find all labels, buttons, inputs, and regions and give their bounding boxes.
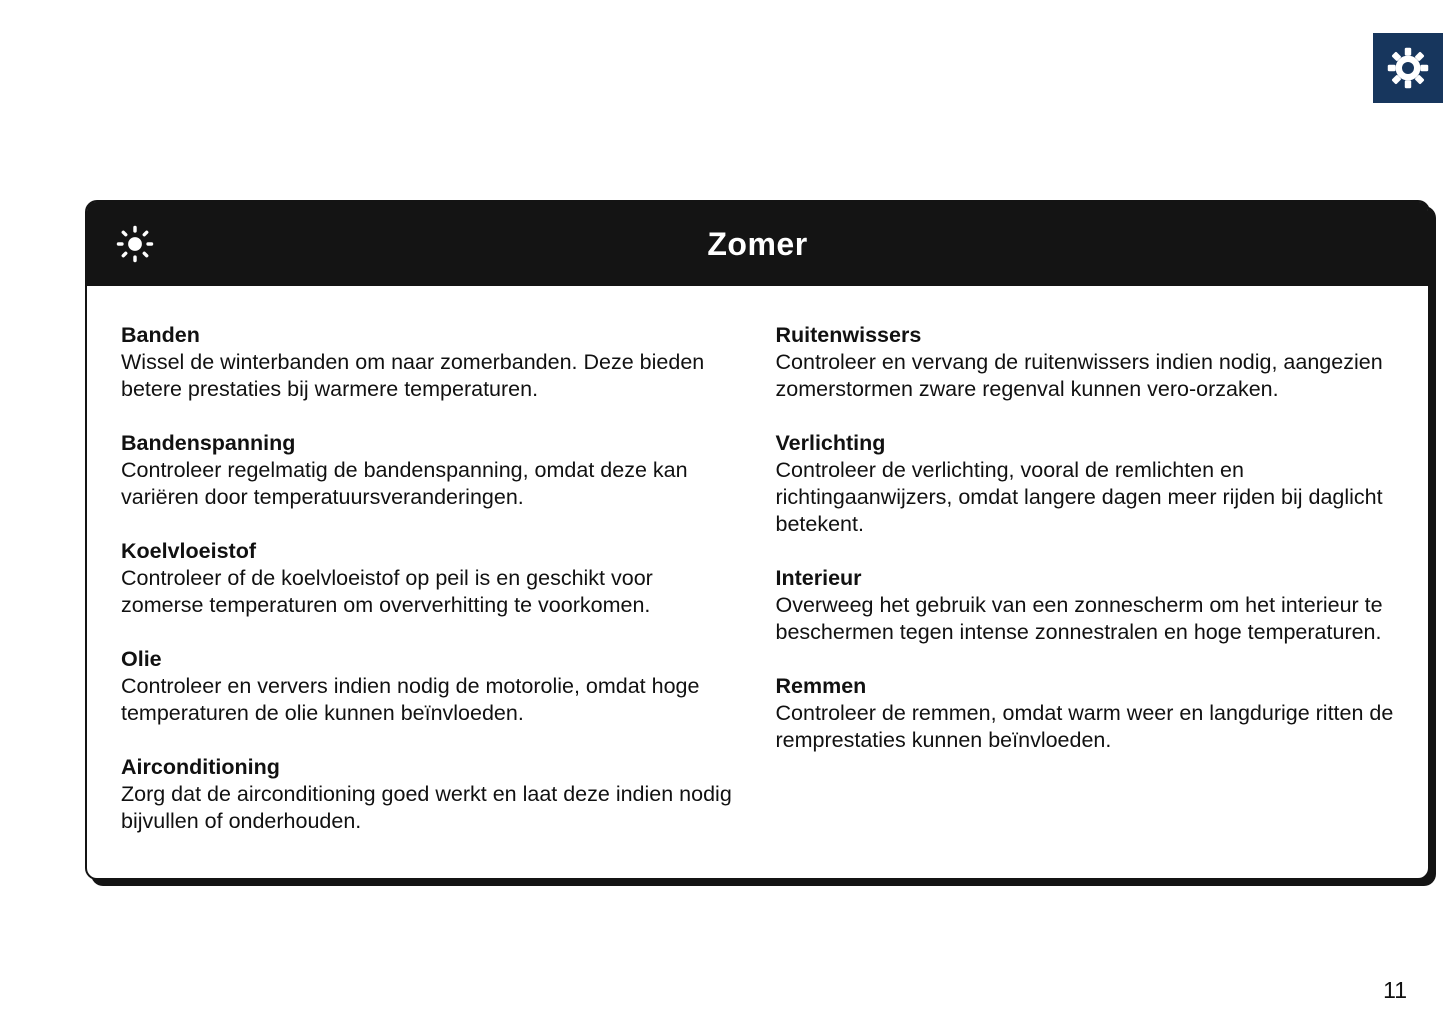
section-verlichting [776, 430, 1395, 538]
summer-maintenance-card [85, 200, 1430, 880]
section-remmen [776, 673, 1395, 754]
section-body: Wissel de winterbanden om naar zomerbanden. Deze bieden betere prestaties bij warmere temperaturen. [121, 350, 705, 401]
section-title: Olie [121, 647, 162, 671]
right-column [776, 322, 1395, 862]
gear-tile [1373, 33, 1443, 103]
gear-icon [1385, 45, 1431, 91]
section-body: Controleer de remmen, omdat warm weer en langdurige ritten de remprestaties kunnen beïnvloeden. [775, 701, 1394, 752]
section-olie [121, 646, 740, 727]
card-title: Zomer [707, 225, 808, 262]
section-title: Remmen [775, 674, 867, 698]
section-interieur [776, 565, 1395, 646]
section-title: Airconditioning [121, 755, 280, 779]
section-banden [121, 322, 740, 403]
section-body: Zorg dat de airconditioning goed werkt en laat deze indien nodig bijvullen of onderhouden. [121, 782, 732, 833]
section-title: Banden [121, 323, 200, 347]
section-body: Controleer of de koelvloeistof op peil is en geschikt voor zomerse temperaturen om oververhitting te voorkomen. [121, 566, 653, 617]
section-body: Controleer regelmatig de bandenspanning, omdat deze kan variëren door temperatuursveranderingen. [121, 458, 688, 509]
section-body: Controleer en vervang de ruitenwissers indien nodig, aangezien zomerstormen zware regenval kunnen vero-orzaken. [775, 350, 1383, 401]
section-body: Controleer de verlichting, vooral de remlichten en richtingaanwijzers, omdat langere dagen meer rijden bij daglicht betekent. [775, 458, 1383, 536]
section-title: Interieur [775, 566, 862, 590]
left-column [121, 322, 740, 862]
section-ruitenwissers [776, 322, 1395, 403]
section-title: Bandenspanning [121, 431, 296, 455]
section-bandenspanning [121, 430, 740, 511]
card-header [87, 202, 1428, 286]
section-airconditioning [121, 754, 740, 835]
section-title: Ruitenwissers [775, 323, 922, 347]
section-koelvloeistof [121, 538, 740, 619]
page-number: 11 [1383, 977, 1407, 1003]
section-title: Koelvloeistof [121, 539, 256, 563]
section-body: Controleer en ververs indien nodig de motorolie, omdat hoge temperaturen de olie kunnen beïnvloeden. [121, 674, 700, 725]
section-title: Verlichting [775, 431, 886, 455]
card-body [87, 286, 1428, 862]
section-body: Overweeg het gebruik van een zonnescherm om het interieur te beschermen tegen intense zonnestralen en hoge temperaturen. [775, 593, 1383, 644]
sun-icon [113, 222, 157, 266]
